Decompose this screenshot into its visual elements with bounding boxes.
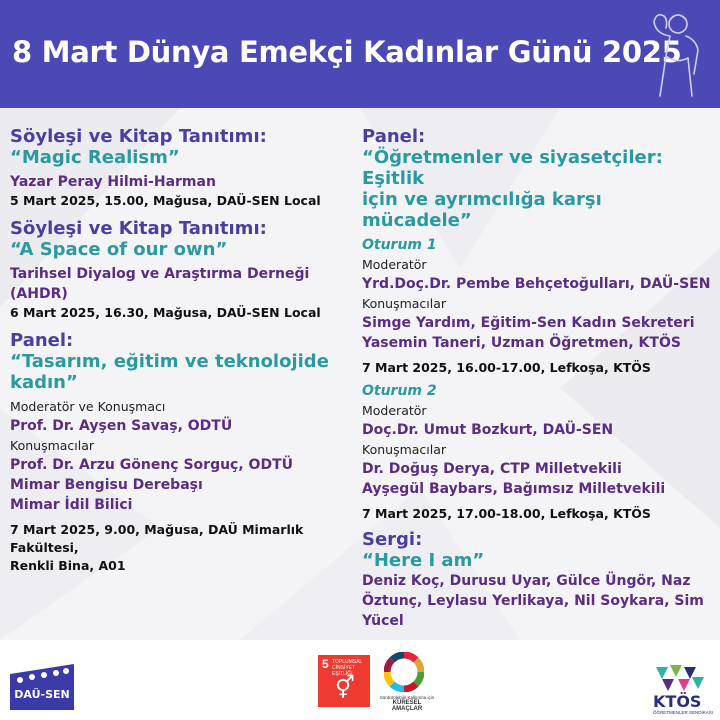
sdg-wheel-icon	[384, 652, 424, 692]
event-subtitle: “Here I am”	[362, 550, 485, 571]
organization-name: Tarihsel Diyalog ve Araştırma Derneği	[10, 266, 310, 282]
event-detail-line1: 7 Mart 2025, 9.00, Mağusa, DAÜ Mimarlık Fakültesi,	[10, 522, 304, 555]
event-panel-teachers	[362, 126, 712, 231]
event-subtitle: “Magic Realism”	[10, 147, 180, 168]
event-title: Panel:	[362, 126, 426, 147]
speakers-label: Konuşmacılar	[362, 442, 447, 457]
moderator-name: Doç.Dr. Umut Bozkurt, DAÜ-SEN	[362, 422, 614, 438]
speakers-label: Konuşmacılar	[362, 296, 447, 311]
sdg-caption-big: KÜRESEL AMAÇLAR	[391, 700, 423, 712]
artists-line1: Deniz Koç, Durusu Uyar, Gülce Üngör, Naz	[362, 573, 691, 589]
dausen-logo	[10, 650, 74, 710]
event-subtitle-line2: için ve ayrımcılığa karşı mücadele”	[362, 189, 602, 231]
speaker-name: Prof. Dr. Arzu Gönenç Sorguç, ODTÜ	[10, 457, 293, 473]
ktos-name: KTÖS	[653, 692, 702, 711]
speaker-name: Yasemin Taneri, Uzman Öğretmen, KTÖS	[362, 335, 681, 351]
event-subtitle: “A Space of our own”	[10, 239, 228, 260]
speaker-name: Ayşegül Baybars, Bağımsız Milletvekili	[362, 481, 666, 497]
event-subtitle-line2: kadın”	[10, 372, 78, 393]
speaker-name: Mimar Bengisu Derebaşı	[10, 477, 203, 493]
event-book-talk-1	[10, 126, 355, 210]
session-label: Oturum 2	[362, 383, 437, 399]
event-title: Sergi:	[362, 529, 423, 550]
sdg-caption-small: Sürdürülebilir Kalkınma için	[379, 695, 435, 700]
dausen-logo-text: DAÜ-SEN	[14, 688, 70, 701]
event-panel-design	[10, 330, 355, 575]
moderator-name: Yrd.Doç.Dr. Pembe Behçetoğulları, DAÜ-SEN	[362, 276, 711, 292]
session-2	[362, 381, 712, 523]
header-banner	[0, 0, 720, 108]
event-title: Söyleşi ve Kitap Tanıtımı:	[10, 126, 267, 147]
event-subtitle-line1: “Öğretmenler ve siyasetçiler: Eşitlik	[362, 147, 663, 189]
organization-abbr: (AHDR)	[10, 286, 68, 302]
speaker-name: Mimar İdil Bilici	[10, 497, 133, 513]
ktos-subtitle: ÖĞRETMENLER SENDİKASI	[653, 710, 714, 715]
event-detail: 7 Mart 2025, 16.00-17.00, Lefkoşa, KTÖS	[362, 360, 651, 375]
session-1	[362, 235, 712, 377]
event-detail-line2: Renkli Bina, A01	[10, 558, 126, 573]
moderator-label: Moderatör ve Konuşmacı	[10, 399, 166, 414]
event-title: Söyleşi ve Kitap Tanıtımı:	[10, 218, 267, 239]
gender-equality-icon: ⚥	[335, 675, 355, 700]
footer-logos	[0, 640, 720, 720]
speaker-name: Dr. Doğuş Derya, CTP Milletvekili	[362, 461, 622, 477]
sdg-caption	[377, 695, 437, 712]
strong-woman-icon	[640, 6, 712, 102]
speaker-name: Yazar Peray Hilmi-Harman	[10, 174, 216, 190]
event-book-talk-2	[10, 218, 355, 322]
speaker-name: Simge Yardım, Eğitim-Sen Kadın Sekreteri	[362, 315, 695, 331]
moderator-name: Prof. Dr. Ayşen Savaş, ODTÜ	[10, 418, 233, 434]
event-subtitle-line1: “Tasarım, eğitim ve teknolojide	[10, 351, 329, 372]
left-column	[10, 126, 355, 575]
moderator-label: Moderatör	[362, 403, 427, 418]
moderator-label: Moderatör	[362, 257, 427, 272]
artists-line2: Öztunç, Leylasu Yerlikaya, Nil Soykara, Sim Yücel	[362, 593, 704, 629]
right-column	[362, 126, 712, 673]
speakers-label: Konuşmacılar	[10, 438, 95, 453]
sdg5-text: TOPLUMSAL CİNSİYET EŞİTLİĞİ	[332, 659, 363, 677]
event-title: Panel:	[10, 330, 74, 351]
sdg5-logo	[318, 655, 370, 707]
event-detail: 5 Mart 2025, 15.00, Mağusa, DAÜ-SEN Local	[10, 193, 321, 208]
page-title: 8 Mart Dünya Emekçi Kadınlar Günü 2025	[12, 35, 682, 69]
event-detail: 6 Mart 2025, 16.30, Mağusa, DAÜ-SEN Local	[10, 305, 321, 320]
event-detail: 7 Mart 2025, 17.00-18.00, Lefkoşa, KTÖS	[362, 506, 651, 521]
sdg5-number: 5	[322, 657, 329, 671]
session-label: Oturum 1	[362, 237, 437, 253]
